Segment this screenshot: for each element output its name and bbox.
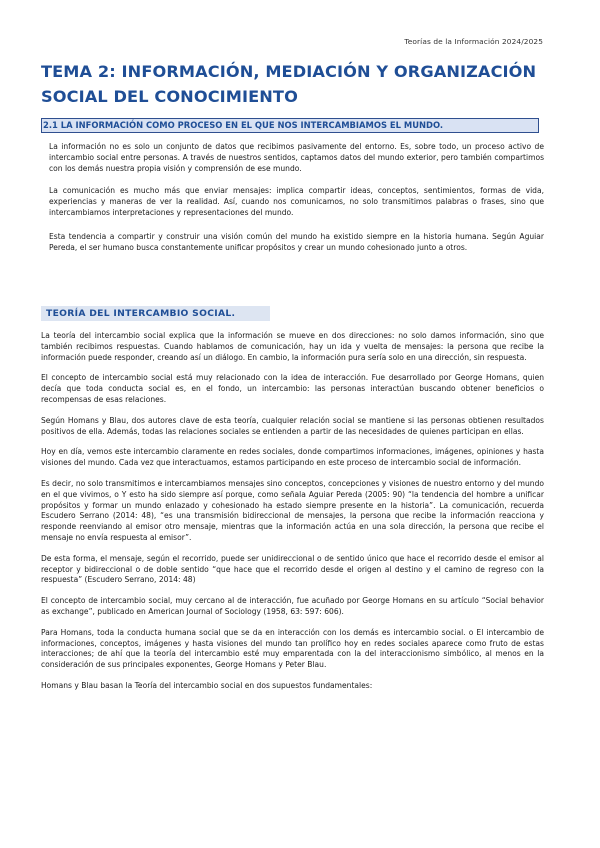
- subsection-body: [41, 331, 544, 692]
- paragraph: El concepto de intercambio social, muy cercano al de interacción, fue acuñado por George Homans en su artículo “Social behavior as exchange”, publicado en American Journal of Sociology (1958, 63: 597: 606).: [41, 596, 544, 616]
- paragraph: Es decir, no solo transmitimos e intercambiamos mensajes sino conceptos, concepciones y visiones de nuestro entorno y del mundo en el que vivimos, o Y esto ha sido siempre así porque, como señala Aguiar Pereda (2005: 90) “la tendencia del hombre a unificar propósitos y formar un mundo enlazado y cohesionado ha estado siempre presente en la historia”. La comunicación, recuerda Escudero Serrano (2014: 48), “es una transmisión bidireccional de mensajes, la persona que recibe la información reacciona y responde reenviando al emisor otro mensaje, mientras que la información actúa en una sola dirección, la persona que recibe el mensaje no envía respuesta al emisor”.: [41, 478, 544, 542]
- paragraph: La teoría del intercambio social explica que la información se mueve en dos direcciones: no solo damos información, sino que también recibimos respuestas. Cuando hablamos de comunicación, hay un ida y vuelta de mensajes: la persona que recibe la información puede responder, creando así un diálogo. En cambio, la información pura sería solo en una dirección, sin respuesta.: [41, 331, 544, 362]
- section-body: [41, 142, 544, 253]
- paragraph: La información no es solo un conjunto de datos que recibimos pasivamente del entorno. Es, sobre todo, un proceso activo de intercambio social entre personas. A través de nuestros sentidos, captamos datos del mundo exterior, pero también compartimos con los demás nuestra propia visión y comprensión de ese mundo.: [49, 142, 544, 173]
- paragraph: Esta tendencia a compartir y construir una visión común del mundo ha existido siempre en la historia humana. Según Aguiar Pereda, el ser humano busca constantemente unificar propósitos y crear un mundo cohesionado junto a otros.: [49, 231, 544, 252]
- paragraph: Para Homans, toda la conducta humana social que se da en interacción con los demás es intercambio social. o El intercambio de informaciones, conceptos, imágenes y hasta visiones del mundo tan prolífico hoy en redes sociales aparece como fruto de estas interacciones; de ahí que la teoría del intercambio esté muy emparentada con la del interaccionismo simbólico, al menos en la consideración de sus principales exponentes, George Homans y Peter Blau.: [41, 627, 544, 670]
- paragraph: Homans y Blau basan la Teoría del intercambio social en dos supuestos fundamentales:: [41, 680, 373, 690]
- page-title: TEMA 2: INFORMACIÓN, MEDIACIÓN Y ORGANIZACIÓN SOCIAL DEL CONOCIMIENTO: [41, 62, 537, 106]
- paragraph: Según Homans y Blau, dos autores clave de esta teoría, cualquier relación social se mantiene si las personas obtienen resultados positivos de ella. Además, todas las relaciones sociales se entienden a partir de las necesidades de quienes participan en ellas.: [41, 415, 544, 436]
- page-header: Teorías de la Información 2024/2025: [404, 37, 543, 46]
- subsection-heading: TEORÍA DEL INTERCAMBIO SOCIAL.: [41, 306, 270, 321]
- paragraph: Hoy en día, vemos este intercambio claramente en redes sociales, donde compartimos informaciones, imágenes, opiniones y hasta visiones del mundo. Cada vez que interactuamos, estamos participando en este proceso de intercambio social de información.: [41, 447, 544, 468]
- paragraph: De esta forma, el mensaje, según el recorrido, puede ser unidireccional o de sentido único que hace el recorrido desde el emisor al receptor y bidireccional o de doble sentido “que hace que el recorrido desde el origen al destino y el camino de regreso con la respuesta” (Escudero Serrano, 2014: 48): [41, 553, 544, 585]
- section-heading: 2.1 LA INFORMACIÓN COMO PROCESO EN EL QUE NOS INTERCAMBIAMOS EL MUNDO.: [41, 118, 539, 133]
- paragraph: El concepto de intercambio social está muy relacionado con la idea de interacción. Fue desarrollado por George Homans, quien decía que toda conducta social es, en el fondo, un intercambio: las personas interactúan buscando obtener beneficios o recompensas de esas relaciones.: [41, 373, 544, 404]
- paragraph: La comunicación es mucho más que enviar mensajes: implica compartir ideas, conceptos, sentimientos, formas de vida, experiencias y maneras de ver la realidad. Así, cuando nos comunicamos, no solo transmitimos palabras o frases, sino que intercambiamos interpretaciones y representaciones del mundo.: [49, 186, 544, 217]
